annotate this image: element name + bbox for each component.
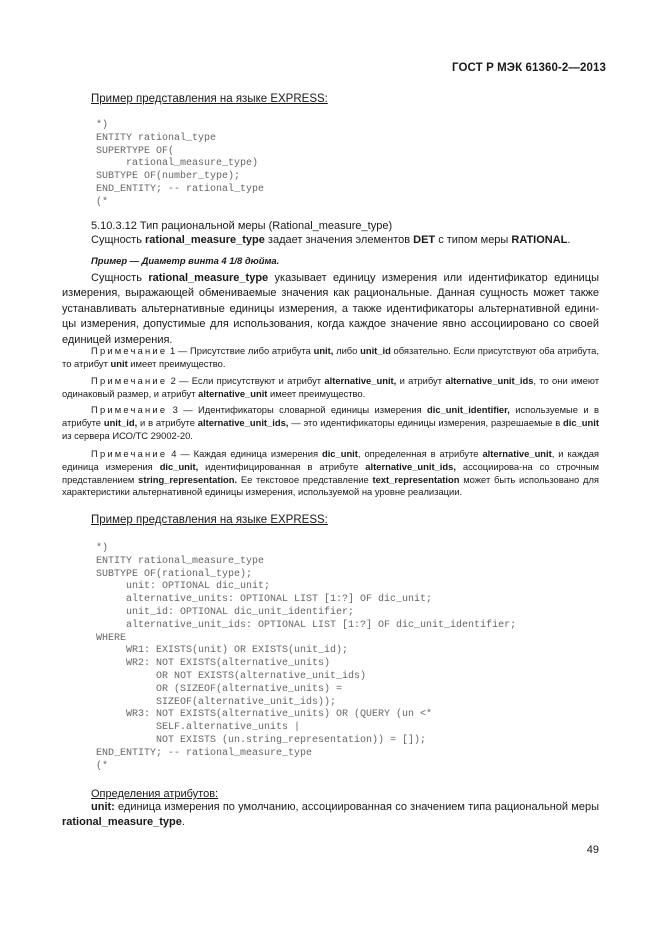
express-code-block-1: *) ENTITY rational_type SUPERTYPE OF( rational_measure_type) SUBTYPE OF(number_type); END_ENTITY; -- rational_type (* [96,120,265,208]
note-3: Примечание 3 — Идентификаторы словарной единицы измерения dic_unit_identifier, используемые и в атрибуте unit_id, и в атрибуте alternative_unit_ids, — это идентификаторы единицы измерения, разрешаемые в dic_unit из сервера ИСО/ТС 29002-20. [62,404,599,441]
example-diameter: Пример — Диаметр винта 4 1/8 дюйма. [91,255,280,266]
express-code-block-2: *) ENTITY rational_measure_type SUBTYPE OF(rational_type); unit: OPTIONAL dic_unit; alternative_units: OPTIONAL LIST [1:?] OF dic_unit; unit_id: OPTIONAL dic_unit_identifier; alternative_unit_ids: OPTIONAL LIST [1:?] OF dic_unit_identifier; WHERE WR1: EXISTS(unit) OR EXISTS(unit_id); WR2: NOT EXISTS(alternative_units) OR NOT EXISTS(alternative_unit_ids) OR (SIZEOF(alternative_units) = SIZEOF(alternative_unit_ids)); WR3: NOT EXISTS(alternative_units) OR (QUERY (un <* SELF.alternative_units | NOT EXISTS (un.string_representation)) = []); END_ENTITY; -- rational_measure_type (* [96,543,517,772]
entity-description: Сущность rational_measure_type задает значения элементов DET с типом меры RATIONAL. [91,234,571,246]
page-number: 49 [586,844,599,856]
express-example-label-1: Пример представления на языке EXPRESS: [91,93,328,105]
note-4: Примечание 4 — Каждая единица измерения dic_unit, определенная в атрибуте alternative_unit, и каждая единица измерения dic_unit, идентифицированная в атрибуте alternative_unit_ids, ассоциирова-на со строчным представлением string_representation. Ее текстовое представление text_representation может быть использовано для характеристики альтернативной единицы измерения, используемой на уровне реализации. [62,448,600,498]
note-1: Примечание 1 — Присутствие либо атрибута unit, либо unit_id обязательно. Если присутствуют оба атрибута, то атрибут unit имеет преимущество. [62,345,599,369]
document-header: ГОСТ Р МЭК 61360-2—2013 [452,62,606,74]
note-2: Примечание 2 — Если присутствуют и атрибут alternative_unit, и атрибут alternative_unit_ids, то они имеют одинаковый размер, и атрибут alternative_unit имеет преимущество. [62,375,600,399]
unit-definition: unit: единица измерения по умолчанию, ассоциированная со значением типа рациональной меры rational_measure_type. [62,801,599,829]
attribute-definitions-label: Определения атрибутов: [91,788,219,800]
section-heading: 5.10.3.12 Тип рациональной меры (Rational_measure_type) [91,220,393,232]
main-paragraph: Сущность rational_measure_type указывает единицу измерения или идентификатор единицы измерения, выражающей обмениваемые значения как рациональные. Данная сущность может также устанавливать альтернативные единицы измерения, а также идентификаторы альтернативной едини-цы измерения, допустимые для использования, когда каждое значение явно ассоциировано со своей единицей измерения. [62,272,599,346]
express-example-label-2: Пример представления на языке EXPRESS: [91,514,328,526]
